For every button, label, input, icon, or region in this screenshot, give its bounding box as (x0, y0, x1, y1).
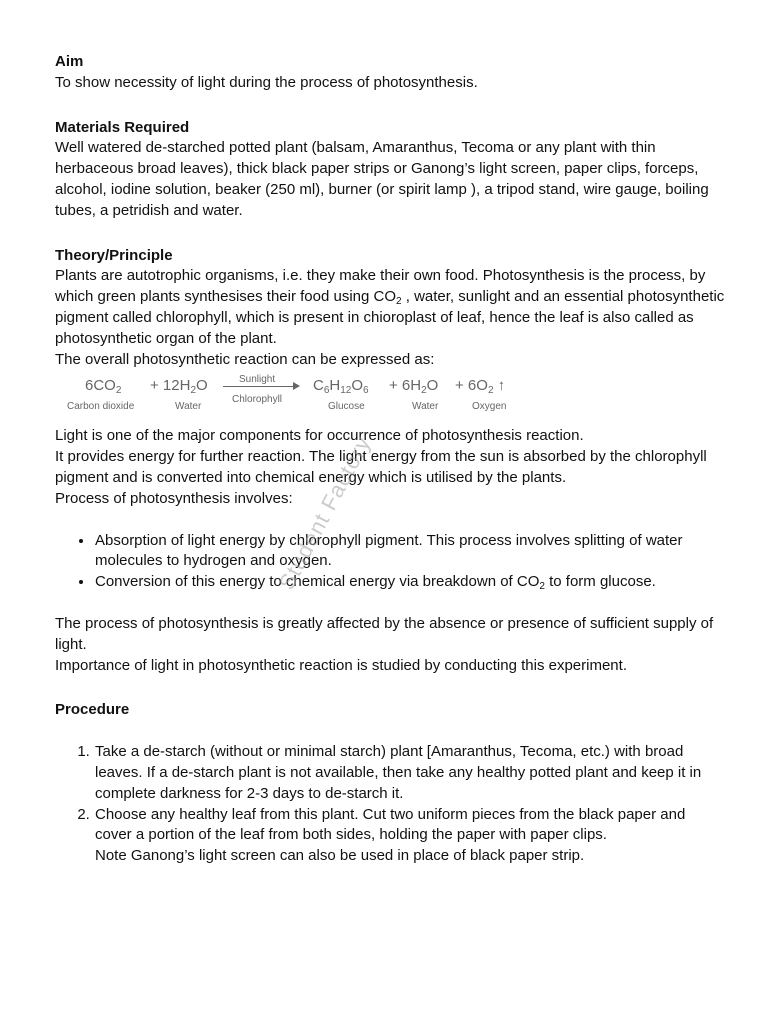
up-arrow-icon: ↑ (497, 377, 506, 395)
theory-paragraph-6: The process of photosynthesis is greatly affected by the absence or presence of sufficient supply of light. (55, 614, 714, 653)
procedure-steps (55, 742, 725, 867)
theory-paragraph-1: Plants are autotrophic organisms, i.e. they make their own food. Photosynthesis is the process, by which green plants synthesises their food using $CO_2$ , water, sunlight and an essential photosynthetic pigment called chlorophyll, which is present in chioroplast of leaf, hence the leaf is also called as photosynthetic organ of the plant. (55, 267, 725, 347)
materials-text: Well watered de-starched potted plant (balsam, Amaranthus, Tecoma or any plant with thin herbaceous broad leaves), thick black paper strips or Ganong’s light screen, paper clips, forceps, alcohol, iodine solution, beaker (250 ml), burner (or spirit lamp ), a tripod stand, wire gauge, boiling tubes, a petridish and water. (55, 139, 709, 219)
procedure-note: Note Ganong’s light screen can also be used in place of black paper strip. (95, 847, 585, 865)
aim-heading: Aim (55, 53, 84, 70)
equation-oxygen: + $6O_2$ ↑ (455, 377, 506, 397)
process-list (55, 531, 725, 593)
list-item: 1. Take a de-starch (without or minimal starch) plant [Amaranthus, Tecoma, etc.) with broad leaves. If a de-starch plant is not available, then take any healthy potted plant and keep it in complete darkness for 2-3 days to de-starch it. (94, 742, 725, 804)
equation-water-product: + $6H_2O$ (389, 377, 439, 397)
list-item: • Absorption of light energy by chlorophyll pigment. This process involves splitting of water molecules to hydrogen and oxygen. (94, 531, 725, 573)
equation-h2o: + $12H_2O$ (150, 377, 208, 397)
equation-chlorophyll-label: Chlorophyll (232, 394, 283, 406)
theory-paragraph-7: Importance of light in photosynthetic reaction is studied by conducting this experiment. (55, 656, 627, 674)
equation-glucose: $C_6H_{12}O_6$ (313, 377, 369, 397)
label-carbon-dioxide: Carbon dioxide (67, 401, 135, 413)
materials-heading: Materials Required (55, 118, 190, 136)
label-water-product: Water (412, 401, 439, 413)
list-item: 2. Choose any healthy leaf from this plant. Cut two uniform pieces from the black paper and cover a portion of the leaf from both sides, holding the paper with paper clips. Note Ganong’s light screen can also be used in place of black paper strip. (94, 805, 725, 867)
equation-co2: $6CO_2$ (85, 377, 122, 397)
watermark: Student Factory (273, 431, 376, 594)
theory-paragraph-2: The overall photosynthetic reaction can be expressed as: (55, 350, 435, 368)
reaction-arrow-head (293, 382, 300, 390)
document-page (55, 52, 725, 867)
label-oxygen: Oxygen (472, 401, 507, 413)
equation-sunlight-label: Sunlight (239, 374, 276, 386)
list-item: • Conversion of this energy to chemical energy via breakdown of $CO_2$ to form glucose. (94, 572, 725, 593)
label-water-reactant: Water (175, 401, 202, 413)
theory-paragraph-4: It provides energy for further reaction. The light energy from the sun is absorbed by the chlorophyll pigment and is converted into chemical energy which is utilised by the plants. (55, 448, 707, 486)
label-glucose: Glucose (328, 401, 365, 413)
theory-paragraph-5: Process of photosynthesis involves: (55, 489, 293, 507)
reaction-arrow (223, 386, 295, 387)
aim-text: To show necessity of light during the process of photosynthesis. (55, 73, 478, 91)
photosynthesis-equation (65, 370, 725, 416)
theory-heading: Theory/Principle (55, 246, 173, 264)
procedure-heading: Procedure (55, 701, 130, 719)
theory-paragraph-3: Light is one of the major components for occurrence of photosynthesis reaction. (55, 427, 584, 445)
